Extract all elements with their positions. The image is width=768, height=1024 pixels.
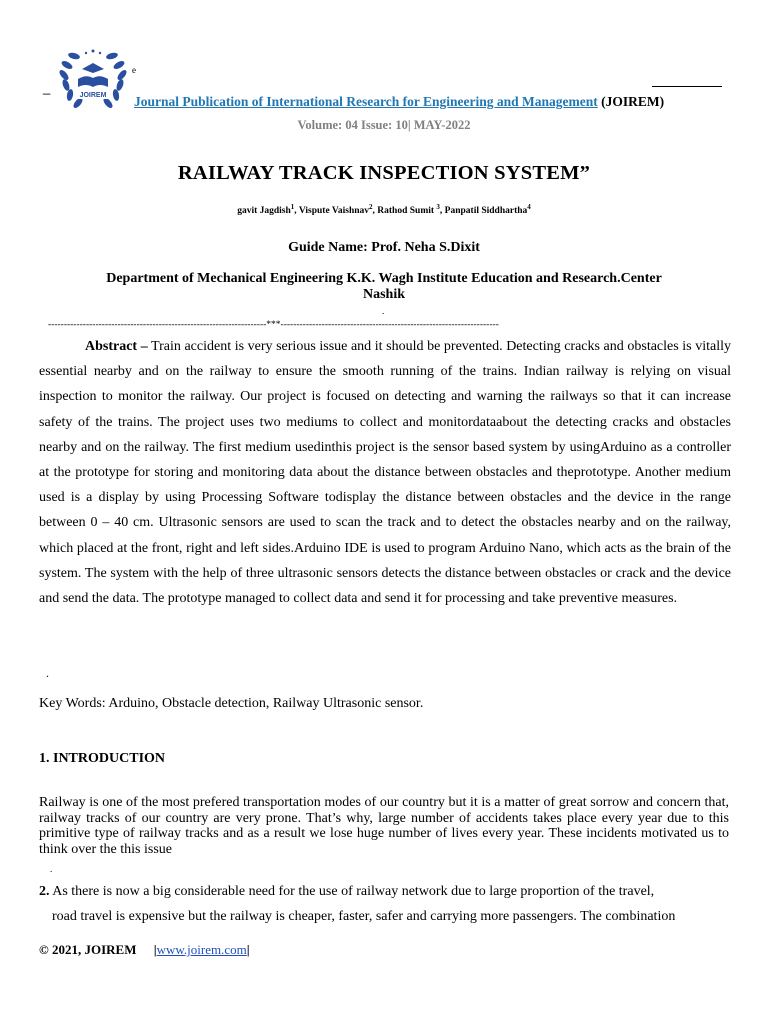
header-rule (652, 86, 722, 87)
paragraph-line: As there is now a big considerable need for the use of railway network due to large proportion of the travel, (49, 884, 655, 899)
journal-logo (56, 45, 130, 115)
author-separator: , (372, 206, 378, 217)
stray-dot: . (382, 306, 385, 316)
footer-pipe: | (153, 942, 157, 957)
author-separator: , (439, 206, 445, 217)
author-name: Panpatil Siddhartha (444, 206, 528, 217)
section-separator: ---------------------------------------------------------------------***--------------------------------------------------------------------- (48, 320, 499, 330)
website-link[interactable]: www.joirem.com (156, 942, 247, 957)
stray-dot: . (50, 864, 53, 874)
author-separator: , (294, 206, 299, 217)
author-affiliation: 1 (290, 203, 295, 211)
author-affiliation: 2 (369, 203, 373, 211)
intro-paragraph: Railway is one of the most prefered transportation modes of our country but it is a matter of great sorrow and concern that, railway tracks of our country are very prone. That’s why, large number of accidents takes place every year due to this primitive type of railway tracks and as a result we lose huge number of lives every year. These incidents motivated us to think over the this issue (39, 795, 729, 857)
author-list (0, 203, 768, 216)
abstract-body: Train accident is very serious issue and it should be prevented. Detecting cracks and obstacles is vitally essential nearby and on the railway to ensure the smooth running of the trains. Indian railway is relying on visual inspection to monitor the railway. Our project is focused on detecting and warning the railways so that it can increase safety of the trains. The project uses two mediums to collect and monitordataabout the detecting cracks and obstacles nearby and on the railway. The first medium usedinthis project is the sensor based system by usingArduino as a controller at the prototype for storing and monitoring data about the distance between obstacles and theprototype. Another medium used is a display by using Processing Software todisplay the distance between obstacles and the device in the range between 0 – 40 cm. Ultrasonic sensors are used to scan the track and to detect the obstacles nearby and on the railway, which placed at the front, right and left sides.Arduino IDE is used to program Arduino Nano, which acts as the brain of the system. The system with the help of three ultrasonic sensors detects the distance between obstacles or crack and the device and send the data. The prototype managed to collect data and send it for processing and take preventive measures. (39, 339, 731, 607)
abstract (39, 334, 731, 611)
journal-name[interactable]: Journal Publication of International Research for Engineering and Management (134, 94, 598, 109)
guide-name: Guide Name: Prof. Neha S.Dixit (288, 240, 480, 255)
header-dash: _ (43, 80, 51, 95)
author-affiliation: 4 (527, 203, 531, 211)
author-affiliation: 3 (436, 203, 440, 211)
stray-dot: . (46, 666, 49, 680)
author-name: Vispute Vaishnav (298, 206, 370, 217)
abstract-label: Abstract – (85, 339, 148, 354)
department: Department of Mechanical Engineering K.K. Wagh Institute Education and Research.Center Nashik (106, 271, 662, 302)
logo-text: JOIREM (79, 92, 107, 99)
keywords: Key Words: Arduino, Obstacle detection, Railway Ultrasonic sensor. (39, 696, 424, 711)
numbered-paragraph (39, 879, 729, 929)
journal-title (134, 94, 664, 110)
paragraph-line: road travel is expensive but the railway is cheaper, faster, safer and carrying more passengers. The combination (52, 909, 676, 924)
author-name: Rathod Sumit (377, 206, 437, 217)
volume-info: Volume: 04 Issue: 10| MAY-2022 (297, 118, 471, 132)
journal-abbrev: (JOIREM) (601, 94, 665, 109)
logo-e: e (132, 65, 136, 75)
author-name: gavit Jagdish (237, 206, 291, 217)
footer-pipe: | (246, 942, 250, 957)
section-heading: 1. INTRODUCTION (39, 751, 166, 766)
footer (39, 942, 250, 958)
paragraph-number: 2. (39, 884, 50, 899)
page-title: RAILWAY TRACK INSPECTION SYSTEM” (177, 162, 591, 184)
journal-name-link[interactable] (134, 94, 598, 109)
copyright: © 2021, JOIREM (39, 942, 137, 957)
